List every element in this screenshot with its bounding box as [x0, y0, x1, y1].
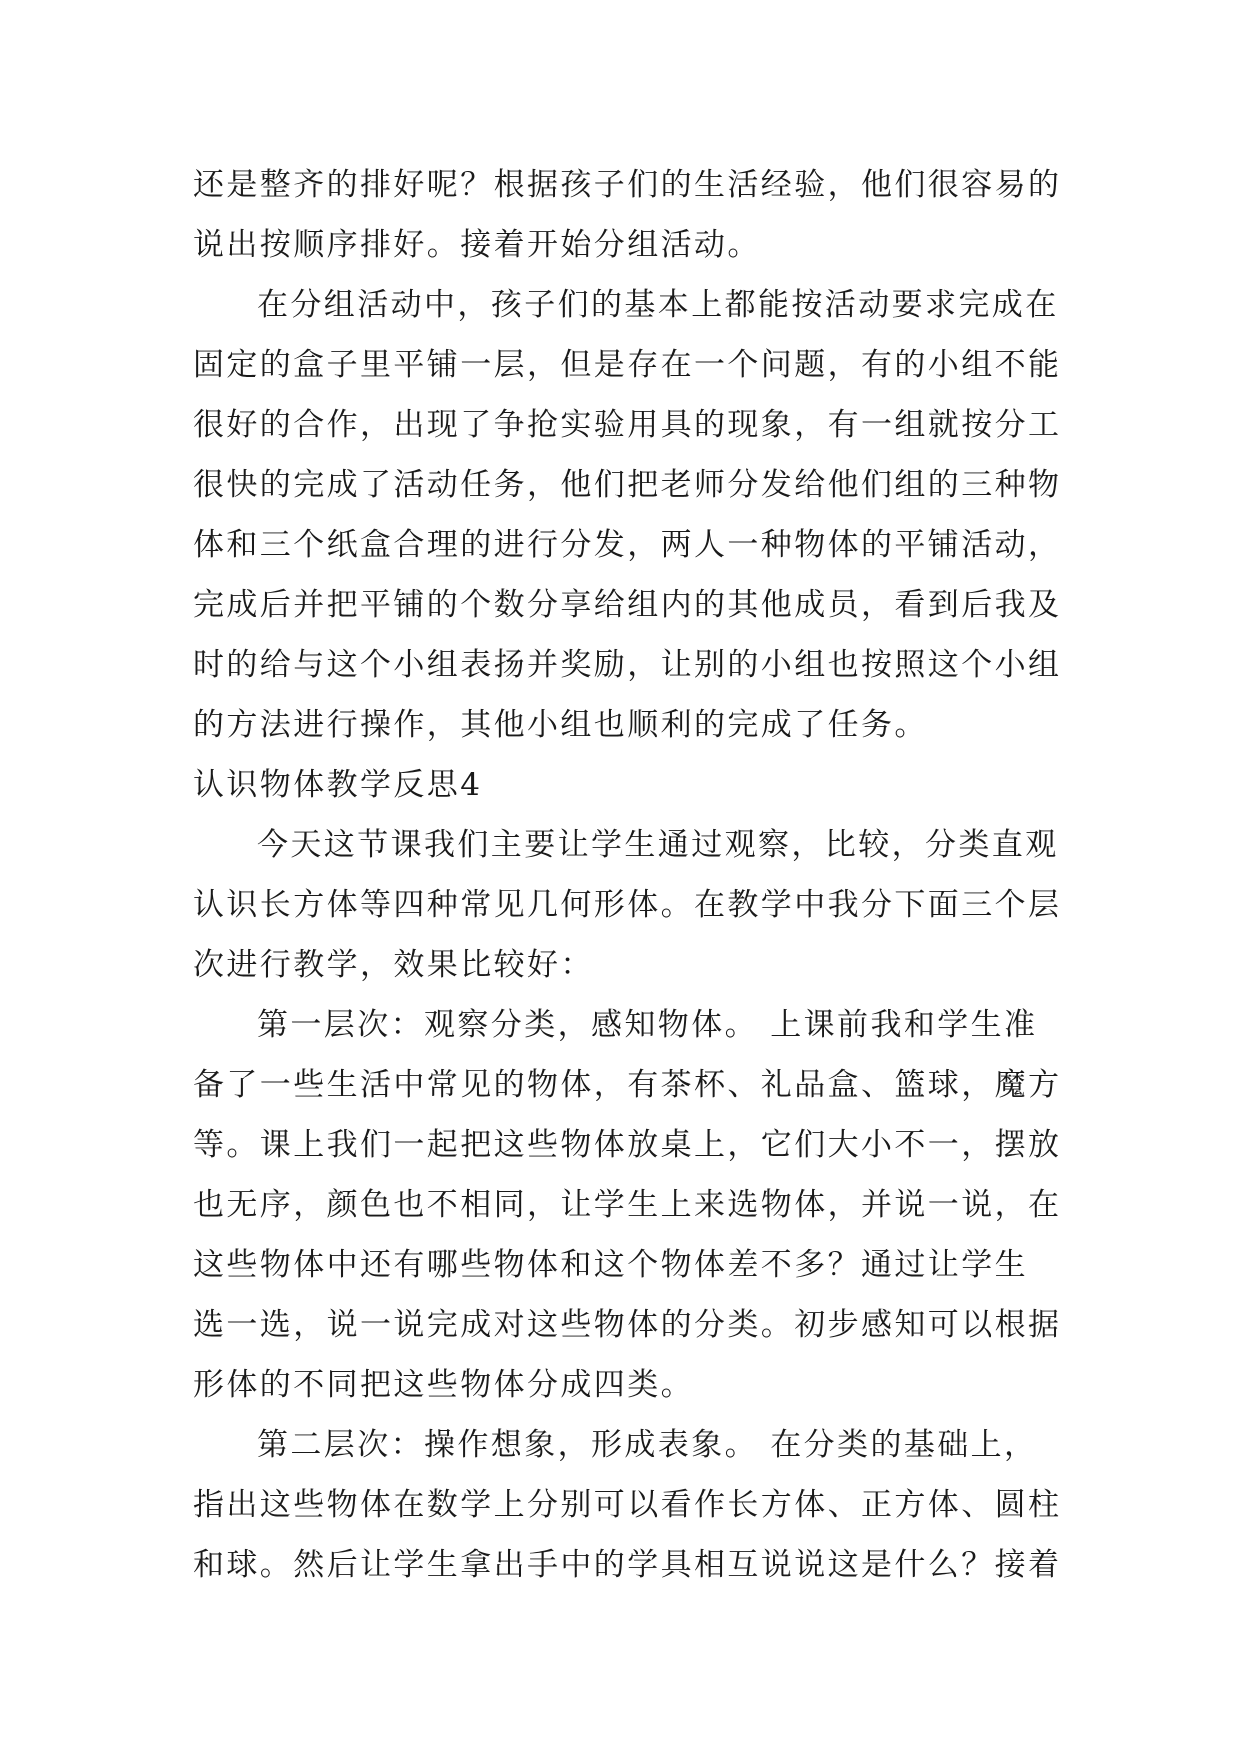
text-line: 也无序，颜色也不相同，让学生上来选物体，并说一说，在 — [193, 1187, 1062, 1223]
text-line: 指出这些物体在数学上分别可以看作长方体、正方体、圆柱 — [193, 1487, 1062, 1523]
text-line: 时的给与这个小组表扬并奖励，让别的小组也按照这个小组 — [193, 647, 1062, 683]
text-line: 认识长方体等四种常见几何形体。在教学中我分下面三个层 — [193, 887, 1062, 923]
text-line: 说出按顺序排好。接着开始分组活动。 — [193, 227, 761, 263]
document-body — [193, 155, 1062, 1595]
text-line: 的方法进行操作，其他小组也顺利的完成了任务。 — [193, 707, 928, 743]
text-line: 等。课上我们一起把这些物体放桌上，它们大小不一，摆放 — [193, 1127, 1062, 1163]
paragraph-start: 第二层次：操作想象，形成表象。 在分类的基础上， — [257, 1427, 1038, 1463]
text-line: 固定的盒子里平铺一层，但是存在一个问题，有的小组不能 — [193, 347, 1062, 383]
text-line: 次进行教学，效果比较好： — [193, 947, 594, 983]
text-line: 还是整齐的排好呢？根据孩子们的生活经验，他们很容易的 — [193, 167, 1062, 203]
paragraph-start: 第一层次：观察分类，感知物体。 上课前我和学生准 — [257, 1007, 1038, 1043]
text-line: 和球。然后让学生拿出手中的学具相互说说这是什么？接着 — [193, 1547, 1062, 1583]
section-heading: 认识物体教学反思4 — [193, 767, 483, 803]
text-line: 备了一些生活中常见的物体，有茶杯、礼品盒、篮球，魔方 — [193, 1067, 1062, 1103]
text-line: 形体的不同把这些物体分成四类。 — [193, 1367, 694, 1403]
text-line: 选一选，说一说完成对这些物体的分类。初步感知可以根据 — [193, 1307, 1062, 1343]
text-line: 很快的完成了活动任务，他们把老师分发给他们组的三种物 — [193, 467, 1062, 503]
text-line: 这些物体中还有哪些物体和这个物体差不多？通过让学生 — [193, 1247, 1028, 1283]
text-line: 很好的合作，出现了争抢实验用具的现象，有一组就按分工 — [193, 407, 1062, 443]
paragraph-start: 在分组活动中，孩子们的基本上都能按活动要求完成在 — [257, 287, 1059, 323]
paragraph-start: 今天这节课我们主要让学生通过观察，比较，分类直观 — [257, 827, 1059, 863]
text-line: 体和三个纸盒合理的进行分发，两人一种物体的平铺活动， — [193, 527, 1062, 563]
text-line: 完成后并把平铺的个数分享给组内的其他成员，看到后我及 — [193, 587, 1062, 623]
